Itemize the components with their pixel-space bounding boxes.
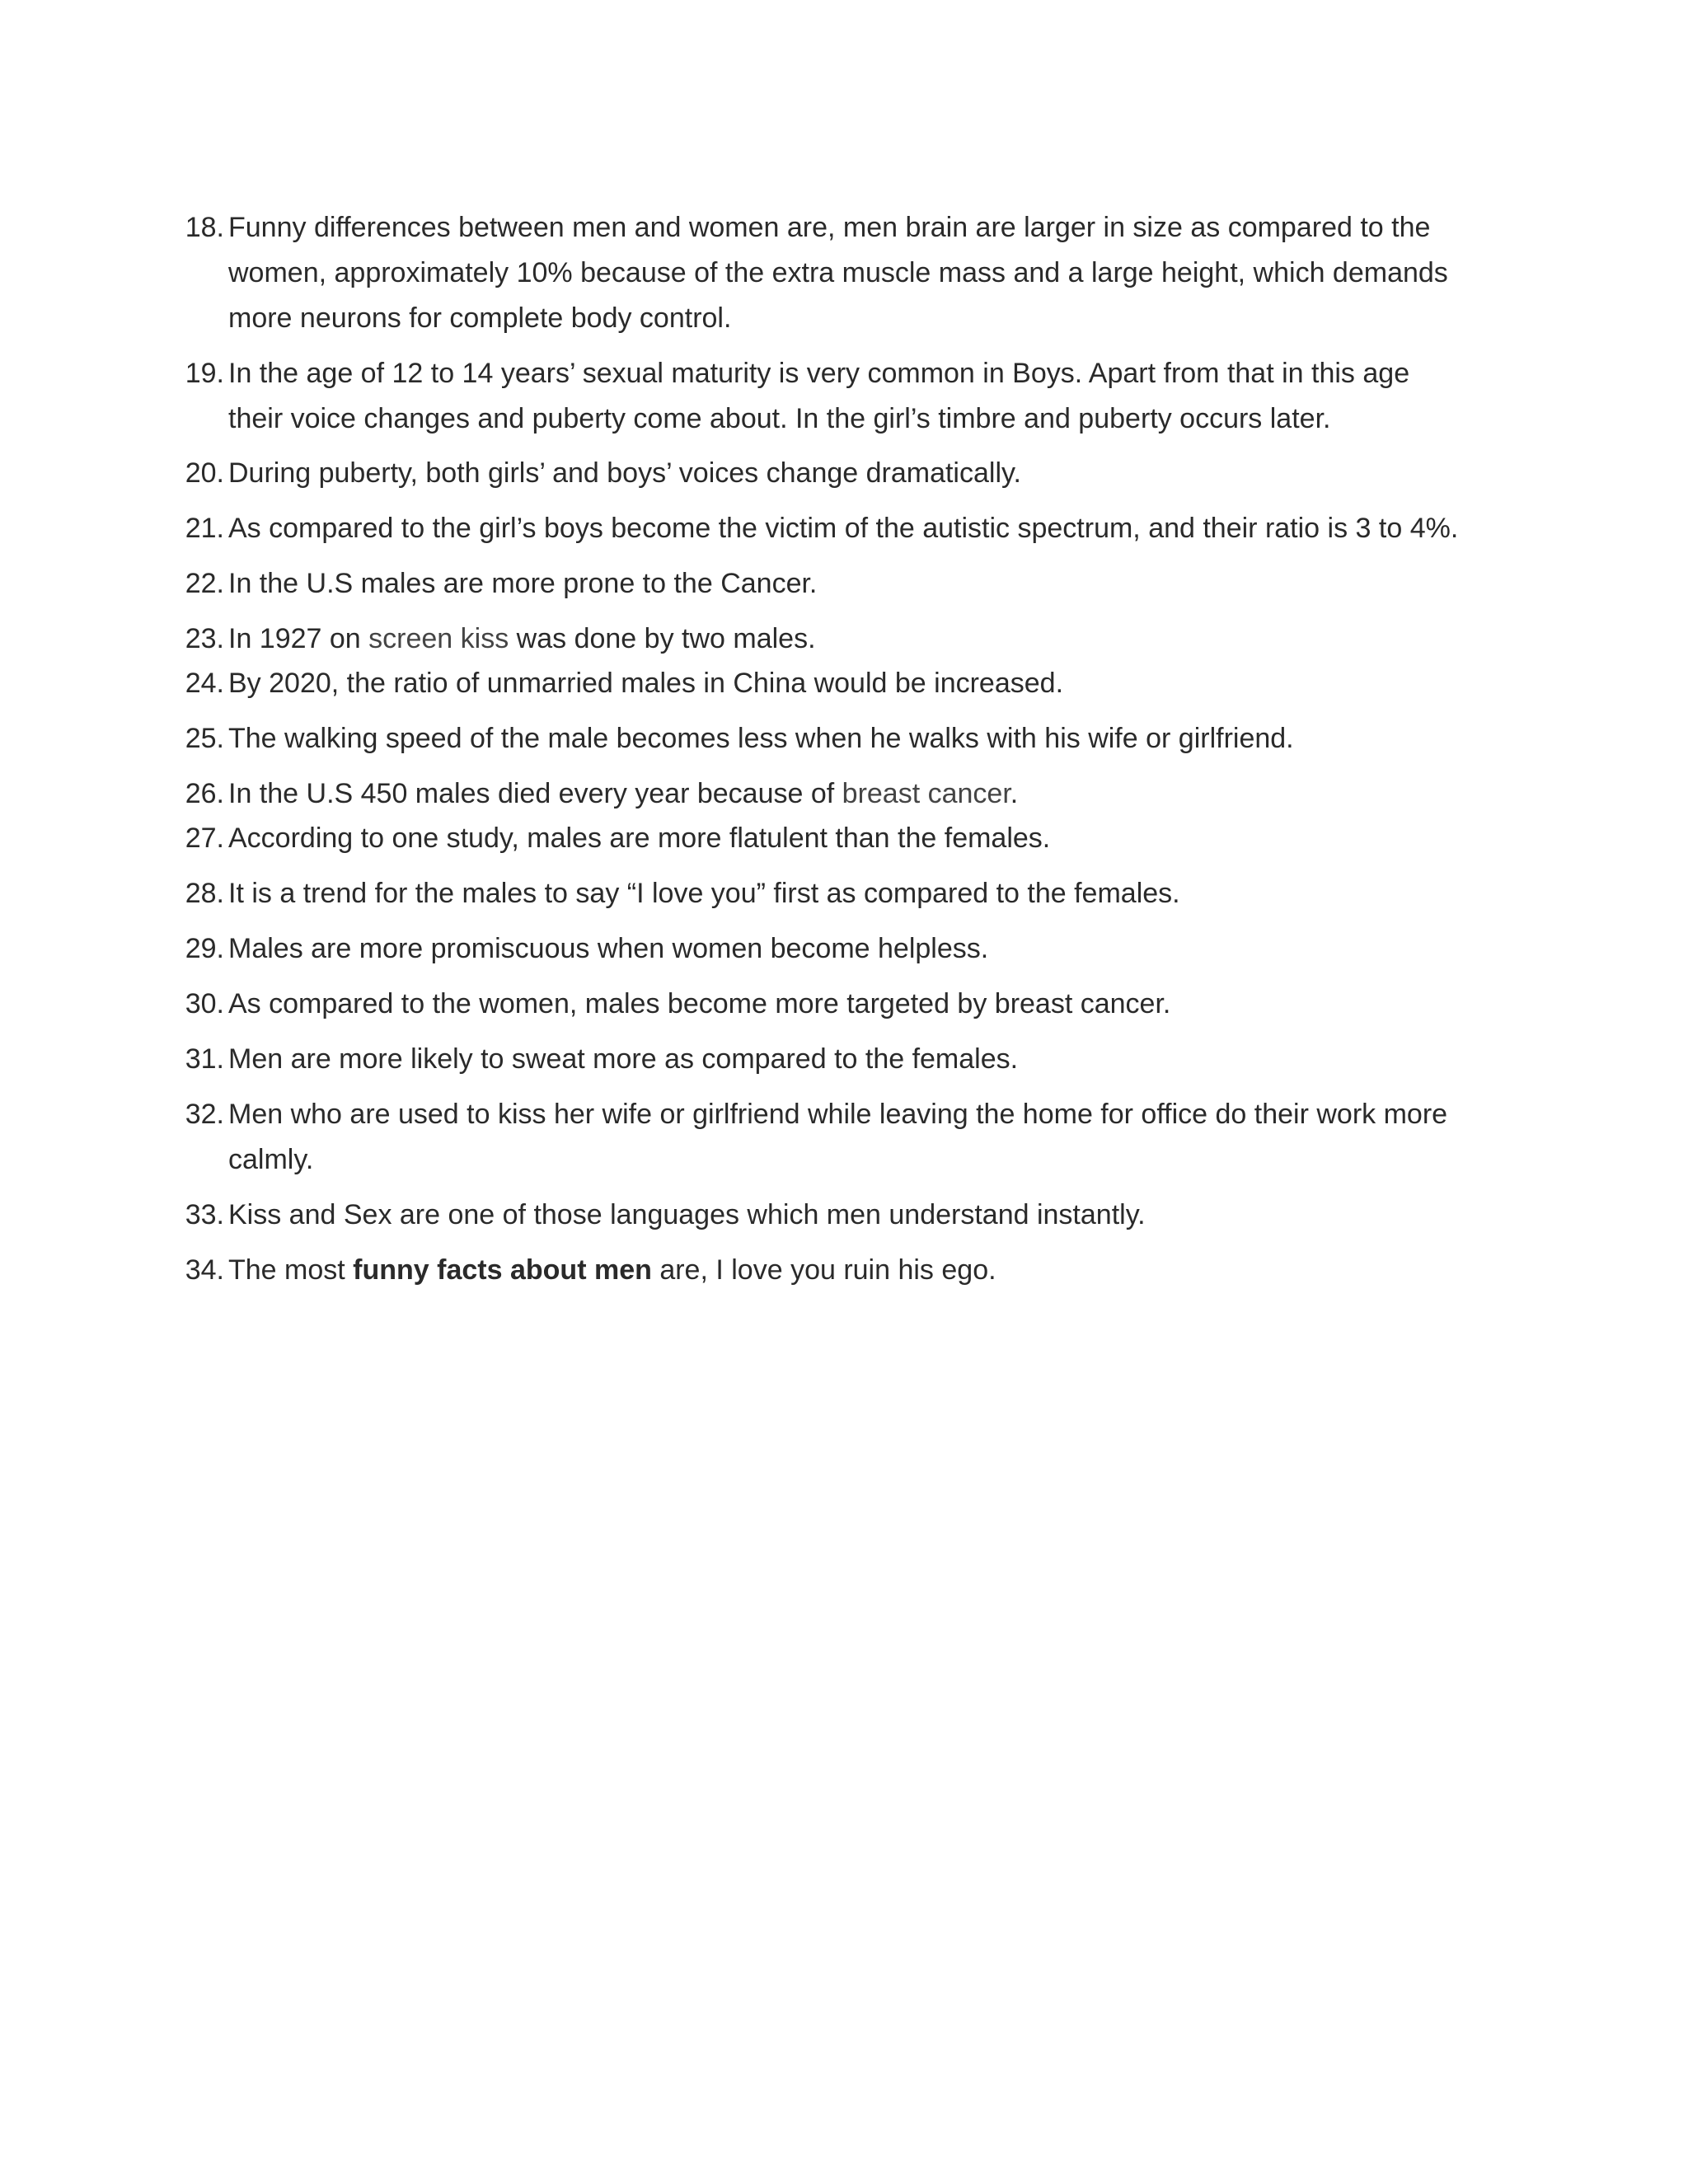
item-number: 25. [185,723,224,754]
item-number: 28. [185,878,224,909]
item-number: 34. [185,1254,224,1286]
bold-phrase: funny facts about men [353,1254,652,1286]
item-number: 19. [185,358,224,389]
item-text: Men who are used to kiss her wife or girlfriend while leaving the home for office do their work more calmly. [228,1099,1448,1175]
item-text-before: The most [228,1254,354,1286]
item-number: 23. [185,623,224,654]
item-number: 18. [185,212,224,243]
item-text: It is a trend for the males to say “I love you” first as compared to the females. [228,878,1180,909]
item-text: Kiss and Sex are one of those languages which men understand instantly. [228,1199,1146,1230]
item-number: 21. [185,513,224,544]
item-text: As compared to the women, males become more targeted by breast cancer. [228,988,1171,1019]
item-text-before: In 1927 on [228,623,369,654]
item-number: 27. [185,823,224,854]
item-text: As compared to the girl’s boys become the victim of the autistic spectrum, and their ratio is 3 to 4%. [228,513,1459,544]
item-number: 20. [185,457,224,489]
item-text: According to one study, males are more flatulent than the females. [228,823,1051,854]
item-text: The walking speed of the male becomes less when he walks with his wife or girlfriend. [228,723,1294,754]
item-number: 32. [185,1099,224,1130]
item-text: During puberty, both girls’ and boys’ voices change dramatically. [228,457,1021,489]
item-text: In the U.S males are more prone to the Cancer. [228,568,818,599]
item-text [228,1248,1465,1293]
item-text: By 2020, the ratio of unmarried males in China would be increased. [228,668,1064,699]
item-text [228,771,1465,817]
screen-kiss-link[interactable]: screen kiss [368,623,509,654]
item-number: 22. [185,568,224,599]
item-text [228,616,1465,662]
breast-cancer-link[interactable]: breast cancer [842,778,1010,809]
item-text-after: . [1010,778,1019,809]
item-number: 33. [185,1199,224,1230]
item-number: 24. [185,668,224,699]
item-text-before: In the U.S 450 males died every year because of [228,778,842,809]
item-text: Funny differences between men and women are, men brain are larger in size as compared to the women, approximately 10% because of the extra muscle mass and a large height, which demands more neurons for complete body control. [228,212,1448,334]
item-text-after: are, I love you ruin his ego. [651,1254,996,1286]
item-text: Males are more promiscuous when women become helpless. [228,933,989,964]
item-text: Men are more likely to sweat more as compared to the females. [228,1043,1019,1075]
item-text-after: was done by two males. [509,623,816,654]
item-text: In the age of 12 to 14 years’ sexual maturity is very common in Boys. Apart from that in this age their voice changes and puberty come about. In the girl’s timbre and puberty occurs later. [228,358,1410,434]
item-number: 29. [185,933,224,964]
item-number: 30. [185,988,224,1019]
item-number: 26. [185,778,224,809]
item-number: 31. [185,1043,224,1075]
